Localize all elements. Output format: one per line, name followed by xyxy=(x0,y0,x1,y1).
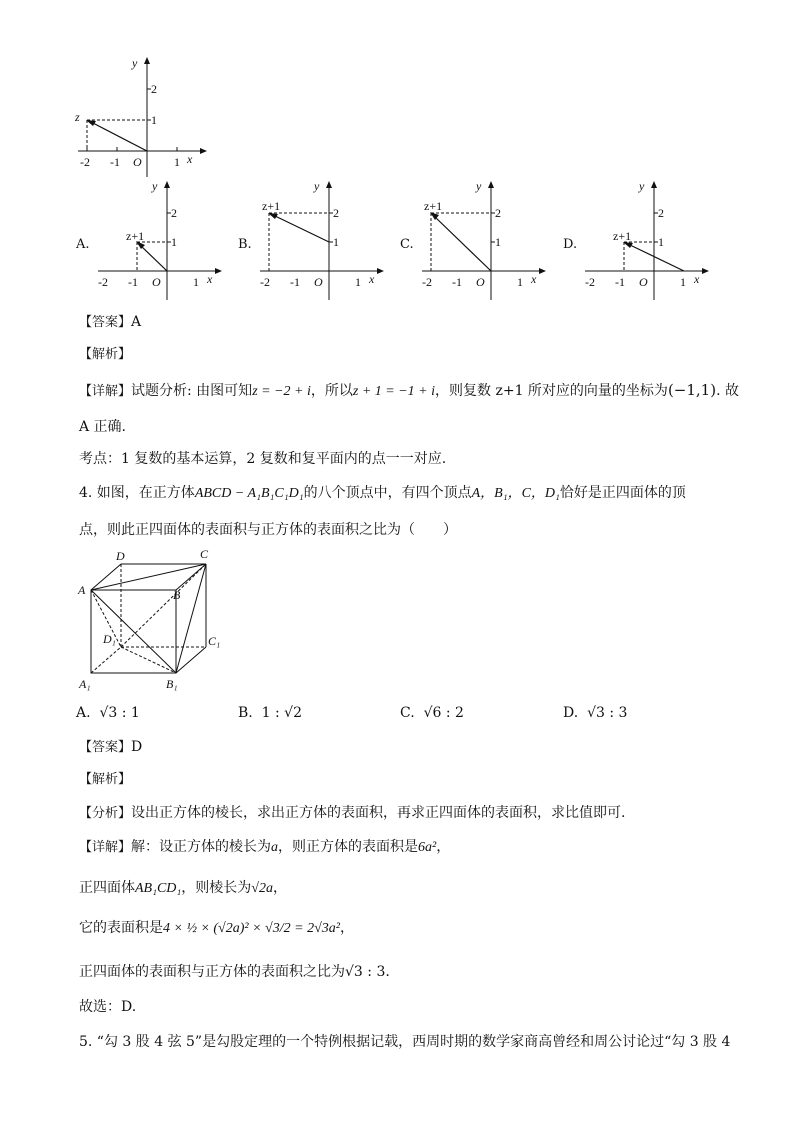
q4-line-edge xyxy=(79,879,287,898)
option-letter: A. xyxy=(76,705,91,721)
y-axis-label: y xyxy=(639,179,645,193)
q4-option-d[interactable] xyxy=(563,704,627,722)
vector-z-plus-1 xyxy=(140,245,167,271)
origin-label: O xyxy=(133,155,142,169)
q4-option-c[interactable] xyxy=(400,704,464,722)
y-tick-label-1: 1 xyxy=(151,113,157,127)
origin-label: O xyxy=(152,275,161,289)
detail-text: 试题分析: 由图可知 xyxy=(131,383,253,399)
x-axis-arrow-icon xyxy=(702,268,709,274)
answer-value: A xyxy=(131,314,142,330)
option-text: 1 : √2 xyxy=(261,705,303,721)
detail-tag: 【详解】 xyxy=(79,840,132,855)
y-tick-label-1: 1 xyxy=(333,235,339,249)
q4-choice: 故选：D. xyxy=(79,999,137,1015)
option-d-letter: D. xyxy=(563,237,578,252)
line-text: 正四面体的表面积与正方体的表面积之比为 xyxy=(79,964,345,980)
x-tick-label-neg1: -1 xyxy=(110,155,120,169)
q4-option-a[interactable] xyxy=(76,704,140,722)
vertex-label-B1: B₁ xyxy=(166,677,178,691)
detail-text: . 故 xyxy=(716,383,739,399)
option-text: √6 : 2 xyxy=(423,705,464,721)
vector-coordinate: (−1,1) xyxy=(667,381,717,399)
q4-stem-line-2: 点，则此正四面体的表面积与正方体的表面积之比为（ ） xyxy=(79,522,457,538)
edge-length: √2a xyxy=(251,881,273,896)
vertex-list: A，B₁，C，D₁ xyxy=(471,486,560,501)
cube-name: ABCD − A₁B₁C₁D₁ xyxy=(194,486,304,501)
detail-text: ，则正方体的表面积是 xyxy=(278,839,419,855)
option-text: √3 : 1 xyxy=(99,705,140,721)
q4-line-ratio xyxy=(79,963,390,981)
y-tick-label-2: 2 xyxy=(333,206,339,220)
point-label: z+1 xyxy=(613,229,632,243)
x-tick-label-neg1: -1 xyxy=(290,275,300,289)
x-tick-label-1: 1 xyxy=(193,275,199,289)
point-label: z+1 xyxy=(126,229,145,243)
option-a-letter: A. xyxy=(76,237,90,252)
x-tick-label-1: 1 xyxy=(680,275,686,289)
vertex-label-C1: C₁ xyxy=(208,634,221,648)
x-axis-label: x xyxy=(531,272,537,286)
detail-text: ， xyxy=(436,839,451,855)
option-a-graph[interactable] xyxy=(90,178,230,303)
y-tick-label-1: 1 xyxy=(171,235,177,249)
answer-value: D xyxy=(131,739,143,755)
option-c-letter: C. xyxy=(400,237,414,252)
y-axis-arrow-icon xyxy=(651,181,657,188)
fenxi-tag: 【分析】 xyxy=(79,806,132,821)
x-axis-label: x xyxy=(369,272,375,286)
vertex-label-B: B xyxy=(173,588,181,602)
q3-kaodian: 考点：1 复数的基本运算，2 复数和复平面内的点一一对应. xyxy=(79,451,447,467)
x-tick-label-1: 1 xyxy=(174,155,180,169)
q3-analysis-tag: 【解析】 xyxy=(79,347,132,362)
edge-D1C xyxy=(121,564,206,647)
x-tick-label-neg1: -1 xyxy=(128,275,138,289)
y-axis-label: y xyxy=(152,179,158,193)
y-axis-label: y xyxy=(314,179,320,193)
vertex-label-D1: D₁ xyxy=(103,632,116,646)
x-axis-arrow-icon xyxy=(539,268,546,274)
origin-label: O xyxy=(476,275,485,289)
x-axis-label: x xyxy=(187,152,193,166)
edge-AC xyxy=(91,564,206,590)
vector-z-plus-1 xyxy=(628,244,684,271)
ratio-value: √3 : 3 xyxy=(345,964,386,980)
q4-line-area xyxy=(79,919,354,938)
line-text: 正四面体 xyxy=(79,880,135,896)
var-a: a xyxy=(271,840,279,855)
line-text: 它的表面积是 xyxy=(79,920,163,936)
point-label: z+1 xyxy=(424,199,443,213)
detail-text: 解：设正方体的棱长为 xyxy=(131,839,272,855)
x-tick-label-neg2: -2 xyxy=(585,275,595,289)
x-tick-label-neg1: -1 xyxy=(615,275,625,289)
x-tick-label-neg2: -2 xyxy=(80,155,90,169)
x-tick-label-neg2: -2 xyxy=(422,275,432,289)
vertex-label-C: C xyxy=(200,547,209,561)
cube-figure xyxy=(74,543,234,693)
vector-z-plus-1 xyxy=(273,215,329,242)
line-text: . xyxy=(385,964,390,980)
x-tick-label-1: 1 xyxy=(517,275,523,289)
x-axis-label: x xyxy=(694,272,700,286)
fenxi-text: 设出正方体的棱长，求出正方体的表面积，再求正四面体的表面积，求比值即可. xyxy=(131,805,626,821)
option-letter: B. xyxy=(238,705,253,721)
option-letter: D. xyxy=(563,705,579,721)
x-axis-arrow-icon xyxy=(215,268,222,274)
y-tick-label-2: 2 xyxy=(658,206,664,220)
option-text: √3 : 3 xyxy=(587,705,628,721)
y-tick-label-2: 2 xyxy=(495,206,501,220)
vertex-label-A: A xyxy=(78,583,86,597)
x-tick-label-neg2: -2 xyxy=(98,275,108,289)
x-axis-arrow-icon xyxy=(377,268,384,274)
detail-text: ，所以 xyxy=(310,383,353,399)
answer-tag: 【答案】 xyxy=(79,740,132,755)
detail-text: ，则复数 z+1 所对应的向量的坐标为 xyxy=(435,383,668,399)
detail-tag: 【详解】 xyxy=(79,384,132,399)
q4-fenxi-line xyxy=(79,804,625,823)
origin-label: O xyxy=(639,275,648,289)
q5-stem-line-1: 5. “勾 3 股 4 弦 5”是勾股定理的一个特例根据记载，西周时期的数学家商高曾经和周公讨论过“勾 3 股 4 xyxy=(79,1034,731,1050)
answer-tag: 【答案】 xyxy=(79,315,132,330)
vertex-label-D: D xyxy=(116,549,125,563)
equation-z-plus-1: z + 1 = −1 + i xyxy=(352,384,436,399)
edge-A1D1 xyxy=(91,647,121,673)
y-axis-arrow-icon xyxy=(144,57,150,64)
equation-z: z = −2 + i xyxy=(252,384,311,399)
option-d-graph[interactable] xyxy=(577,178,717,303)
stem-text: 4. 如图，在正方体 xyxy=(79,485,195,501)
line-text: ，则棱长为 xyxy=(181,880,252,896)
option-b-letter: B. xyxy=(238,237,252,252)
main-complex-plane-graph xyxy=(70,55,210,180)
x-tick-label-neg2: -2 xyxy=(260,275,270,289)
q3-answer-line xyxy=(79,313,141,332)
y-tick-label-1: 1 xyxy=(495,235,501,249)
line-text: ， xyxy=(272,880,287,896)
q3-detail-line xyxy=(79,381,739,401)
stem-text: 恰好是正四面体的顶 xyxy=(559,485,686,501)
y-tick-label-2: 2 xyxy=(171,206,177,220)
q4-detail-line xyxy=(79,838,450,857)
option-letter: C. xyxy=(400,705,415,721)
y-tick-label-2: 2 xyxy=(151,82,157,96)
q4-answer-line xyxy=(79,738,142,757)
edge-B1C1 xyxy=(176,647,206,673)
x-axis-label: x xyxy=(207,272,213,286)
y-axis-arrow-icon xyxy=(488,181,494,188)
y-axis-arrow-icon xyxy=(164,181,170,188)
y-tick-label-1: 1 xyxy=(658,235,664,249)
x-axis-arrow-icon xyxy=(200,148,207,154)
q4-stem-line-1 xyxy=(79,484,686,503)
x-tick-label-1: 1 xyxy=(355,275,361,289)
y-axis-label: y xyxy=(476,179,482,193)
edge-CB1 xyxy=(176,564,206,673)
vector-z-plus-1 xyxy=(434,216,491,271)
point-label: z+1 xyxy=(262,199,281,213)
line-text: ， xyxy=(339,920,354,936)
stem-text: 的八个顶点中，有四个顶点 xyxy=(303,485,472,501)
vertex-label-A1: A₁ xyxy=(79,677,91,691)
y-axis-label: y xyxy=(132,56,138,70)
option-b-graph[interactable] xyxy=(252,178,392,303)
x-tick-label-neg1: -1 xyxy=(452,275,462,289)
q4-option-b[interactable] xyxy=(238,704,302,722)
area-expression: 4 × ½ × (√2a)² × √3/2 = 2√3a² xyxy=(163,921,340,936)
edge-D1B1 xyxy=(121,647,176,673)
q4-analysis-tag: 【解析】 xyxy=(79,772,132,787)
tetra-name: AB₁CD₁ xyxy=(135,881,182,896)
option-c-graph[interactable] xyxy=(414,178,554,303)
y-axis-arrow-icon xyxy=(326,181,332,188)
vector-z xyxy=(91,122,147,151)
q3-detail-line-2: A 正确. xyxy=(79,419,127,435)
point-label-z: z xyxy=(75,110,80,124)
cube-area: 6a² xyxy=(418,840,437,855)
origin-label: O xyxy=(314,275,323,289)
